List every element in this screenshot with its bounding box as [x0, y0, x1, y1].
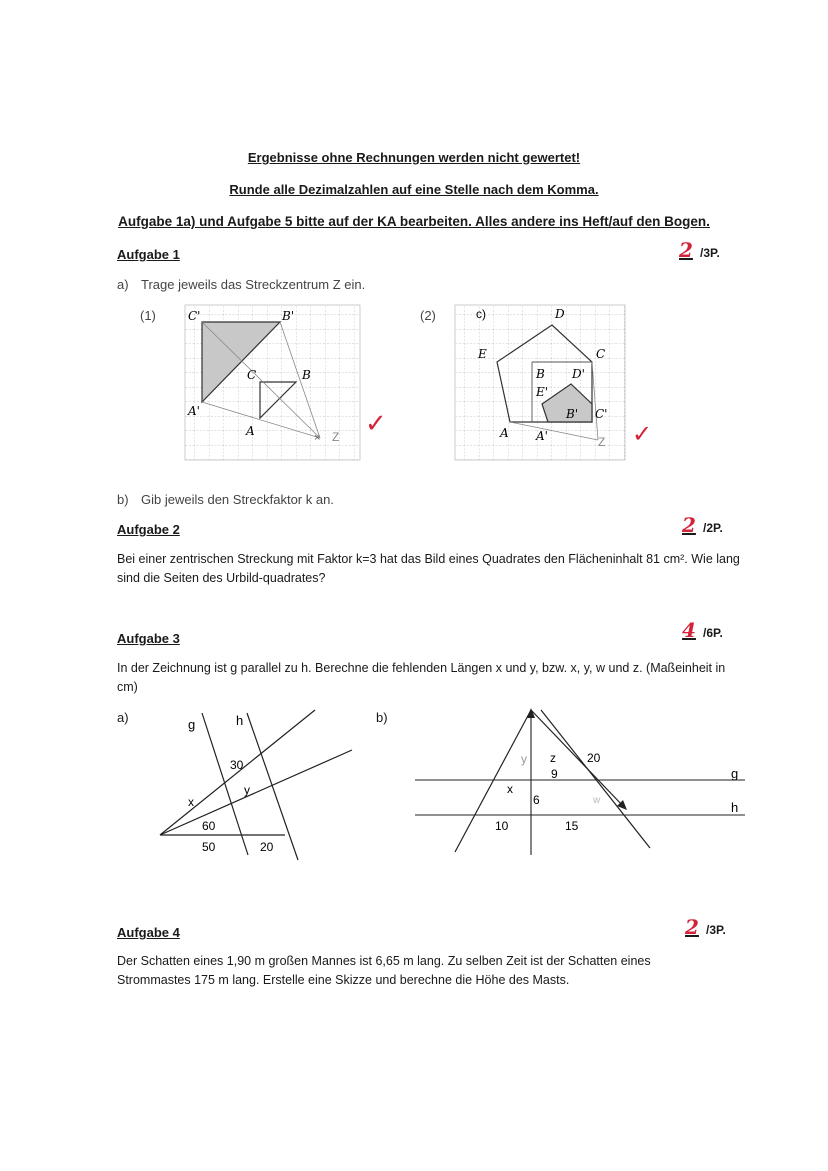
task1-title: Aufgabe 1	[117, 247, 180, 262]
label-10: 10	[495, 819, 509, 833]
task3-figure-b	[415, 700, 745, 860]
label-y-a: y	[244, 783, 250, 797]
task3-text: In der Zeichnung ist g parallel zu h. Berechne die fehlenden Längen x und y, bzw. x, y, w und z. (Maßeinheit in cm)	[117, 661, 726, 694]
label-x-mark: ×	[314, 432, 321, 444]
task2-points	[675, 513, 723, 537]
label-9: 9	[551, 767, 558, 781]
task1-check-2: ✓	[632, 421, 653, 448]
task3-score: 4	[682, 618, 696, 642]
task1-fig1-label: (1)	[140, 308, 156, 323]
task3-points	[675, 618, 723, 642]
header-line-1: Ergebnisse ohne Rechnungen werden nicht gewertet!	[247, 150, 581, 165]
label-g-b: g	[731, 766, 739, 781]
left-ray	[455, 710, 531, 852]
label-b-2: B	[536, 367, 545, 381]
label-15: 15	[565, 819, 579, 833]
label-b-prime-2: B'	[566, 407, 579, 421]
ray-lower	[160, 750, 352, 835]
label-b: B	[302, 368, 311, 382]
line-g	[202, 713, 248, 855]
label-w-b: w	[593, 795, 601, 806]
task2-text: Bei einer zentrischen Streckung mit Faktor k=3 hat das Bild eines Quadrates den Flächeninhalt 81 cm². Wie lang sind die Seiten des Urbild-quadrates?	[117, 552, 740, 585]
task4-max-points: /3P.	[706, 923, 726, 937]
header-line-3: Aufgabe 1a) und Aufgabe 5 bitte auf der KA bearbeiten. Alles andere ins Heft/auf den Bogen.	[118, 214, 710, 229]
label-a-2: A	[500, 426, 509, 440]
task1-a-label: a)	[117, 277, 129, 292]
task1-figure-2	[450, 300, 640, 465]
ray-upper	[160, 710, 315, 835]
label-x-b: x	[507, 782, 513, 796]
label-30: 30	[230, 758, 244, 772]
task2-score: 2	[682, 513, 696, 537]
task1-figure-1	[180, 300, 400, 465]
label-a: A	[246, 424, 255, 438]
label-z-b: z	[550, 751, 556, 765]
task4-score: 2	[685, 915, 699, 939]
label-c-prime: C'	[188, 309, 201, 323]
label-e-prime: E'	[536, 385, 549, 399]
label-b-prime: B'	[282, 309, 295, 323]
line-h	[247, 713, 298, 860]
task4-points	[678, 915, 726, 939]
header-line-2: Runde alle Dezimalzahlen auf eine Stelle nach dem Komma.	[229, 182, 599, 197]
task4-text: Der Schatten eines 1,90 m großen Mannes ist 6,65 m lang. Zu selben Zeit ist der Schatten eines Strommastes 175 m lang. Erstelle eine Skizze und berechne die Höhe des Masts.	[117, 954, 651, 987]
right-ray	[531, 710, 625, 808]
label-h-a: h	[236, 713, 244, 728]
label-20: 20	[260, 840, 274, 854]
task1-b-label: b)	[117, 492, 129, 507]
label-part-c: c)	[476, 307, 486, 321]
label-60: 60	[202, 819, 216, 833]
task1-points	[672, 238, 720, 262]
label-z: Z	[332, 430, 340, 444]
task3-a-label: a)	[117, 710, 129, 725]
label-c: C	[247, 368, 257, 382]
task2-title: Aufgabe 2	[117, 522, 180, 537]
task3-figure-a	[150, 705, 365, 870]
task3-max-points: /6P.	[703, 626, 723, 640]
label-20-b: 20	[587, 751, 601, 765]
task4-title: Aufgabe 4	[117, 925, 180, 940]
label-h-b: h	[731, 800, 739, 815]
task1-a-text: Trage jeweils das Streckzentrum Z ein.	[141, 277, 366, 292]
task1-check-1: ✓	[365, 408, 387, 438]
task1-b-text: Gib jeweils den Streckfaktor k an.	[141, 492, 334, 507]
label-c-prime-2: C'	[595, 407, 608, 421]
label-x-a: x	[188, 795, 194, 809]
task1-max-points: /3P.	[700, 246, 720, 260]
label-a-prime: A'	[188, 404, 200, 418]
task2-max-points: /2P.	[703, 521, 723, 535]
task3-title: Aufgabe 3	[117, 631, 180, 646]
label-c-2: C	[596, 347, 606, 361]
task3-b-label: b)	[376, 710, 388, 725]
label-d: D	[555, 307, 565, 321]
label-a-prime-2: A'	[536, 429, 548, 443]
label-e: E	[478, 347, 487, 361]
label-50: 50	[202, 840, 216, 854]
label-z-2: Z	[598, 435, 606, 449]
label-d-prime: D'	[572, 367, 585, 381]
task1-fig2-label: (2)	[420, 308, 436, 323]
task1-score: 2	[679, 238, 693, 262]
label-6: 6	[533, 793, 540, 807]
label-y-b: y	[521, 752, 527, 766]
label-g-a: g	[188, 717, 196, 732]
